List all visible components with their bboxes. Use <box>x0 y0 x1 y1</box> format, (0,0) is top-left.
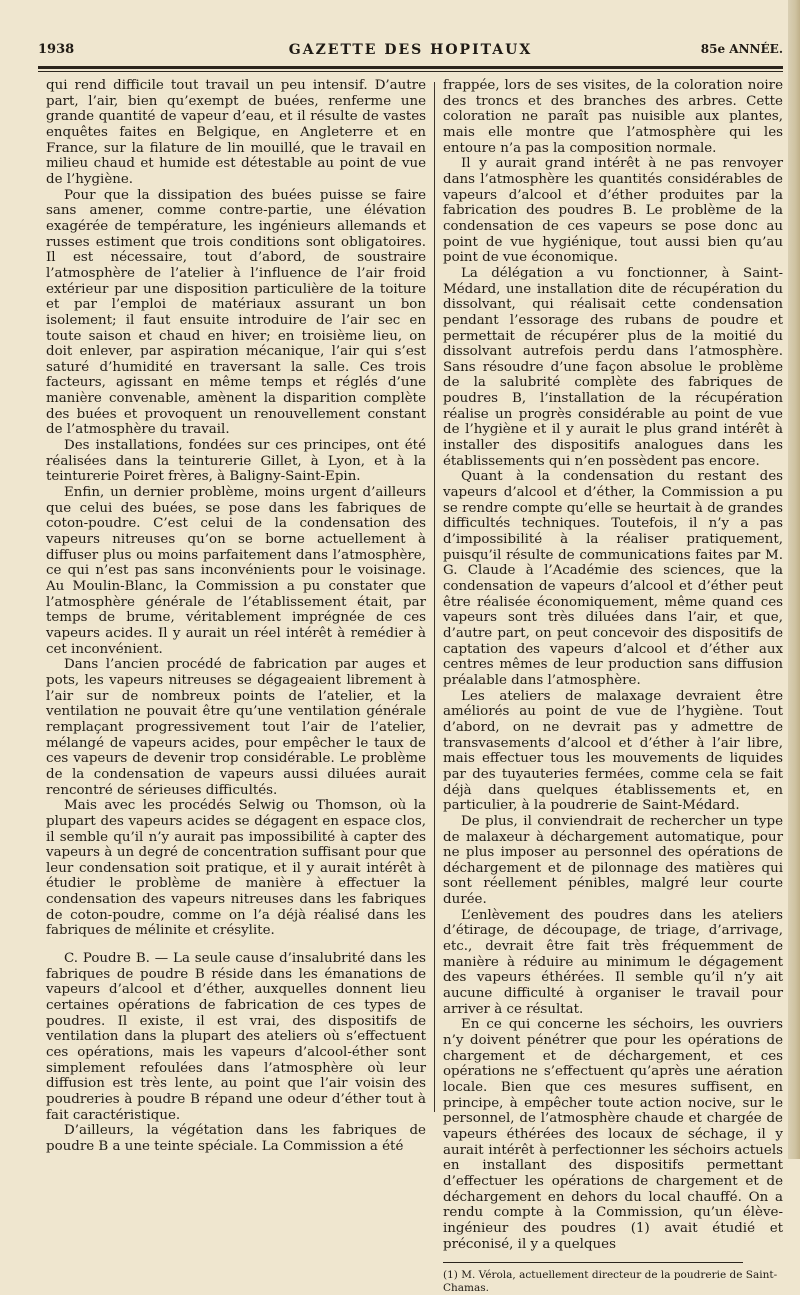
paragraph: De plus, il conviendrait de rechercher un type de malaxeur à déchargement automatique, pour ne plus imposer au personnel des opérations de déchargement et de pilonnage des matières qui sont réellement pénibles, malgré leur courte durée. <box>443 813 783 908</box>
header-rule-thin <box>38 71 783 72</box>
page-header <box>38 42 783 64</box>
page-number: 1938 <box>38 42 75 57</box>
left-column <box>46 78 426 1155</box>
journal-title: GAZETTE DES HOPITAUX <box>288 42 533 58</box>
paragraph: qui rend difficile tout travail un peu intensif. D’autre part, l’air, bien qu’exempt de buées, renferme une grande quantité de vapeur d’eau, et il résulte de vastes enquêtes faites en Belgique, en Angleterre et en France, sur la filature de lin mouillé, que le travail en milieu chaud et humide est détestable au point de vue de l’hygiène. <box>46 78 426 187</box>
page-edge <box>788 0 800 1159</box>
paragraph: Pour que la dissipation des buées puisse se faire sans amener, comme contre-partie, une élévation exagérée de température, les ingénieurs allemands et russes estiment que trois conditions sont obligatoires. Il est nécessaire, tout d’abord, de soustraire l’atmosphère de l’atelier à l’influence de l’air froid extérieur par une disposition particulière de la toiture et par l’emploi de matériaux assurant un bon isolement; il faut ensuite introduire de l’air sec en toute saison et chaud en hiver; en troisième lieu, on doit enlever, par aspiration mécanique, l’air qui s’est saturé d’humidité en traversant la salle. Ces trois facteurs, agissant en même temps et réglés d’une manière convenable, amènent la disparition complète des buées et provoquent un renouvellement constant de l’atmosphère du travail. <box>46 187 426 438</box>
paragraph: Enfin, un dernier problème, moins urgent d’ailleurs que celui des buées, se pose dans les fabriques de coton-poudre. C’est celui de la condensation des vapeurs nitreuses qu’on se borne actuellement à diffuser plus ou moins parfaitement dans l’atmosphère, ce qui n’est pas sans inconvénients pour le voisinage. Au Moulin-Blanc, la Commission a pu constater que l’atmosphère générale de l’établissement était, par temps de brume, véritablement imprégnée de ces vapeurs acides. Il y aurait un réel intérêt à remédier à cet inconvénient. <box>46 485 426 657</box>
paragraph: frappée, lors de ses visites, de la coloration noire des troncs et des branches des arbres. Cette coloration ne paraît pas nuisible aux plantes, mais elle montre que l’atmosphère qui les entoure n’a pas la composition normale. <box>443 78 783 156</box>
paragraph: Dans l’ancien procédé de fabrication par auges et pots, les vapeurs nitreuses se dégageaient librement à l’air sur de nombreux points de l’atelier, et la ventilation ne pouvait être qu’une ventilation générale remplaçant progressivement tout l’air de l’atelier, mélangé de vapeurs acides, pour empêcher le taux de ces vapeurs de devenir trop considérable. Le problème de la condensation de vapeurs aussi diluées aurait rencontré de sérieuses difficultés. <box>46 657 426 798</box>
footnote-rule <box>443 1262 743 1263</box>
paragraph: Quant à la condensation du restant des vapeurs d’alcool et d’éther, la Commission a pu se rendre compte qu’elle se heurtait à de grandes difficultés techniques. Toutefois, il n’y a pas d’impossibilité à la réaliser pratiquement, puisqu’il résulte de communications faites par M. G. Claude à l’Académie des sciences, que la condensation de vapeurs d’alcool et d’éther peut être réalisée économiquement, même quand ces vapeurs sont très diluées dans l’air, et que, d’autre part, on peut concevoir des dispositifs de captation des vapeurs d’alcool et d’éther aux centres mêmes de leur production sans diffusion préalable dans l’atmosphère. <box>443 469 783 688</box>
paragraph: En ce qui concerne les séchoirs, les ouvriers n’y doivent pénétrer que pour les opérations de chargement et de déchargement, et ces opérations ne s’effectuent qu’après une aération locale. Bien que ces mesures suffisent, en principe, à empêcher toute action nocive, sur le personnel, de l’atmosphère chaude et chargée de vapeurs éthérées des locaux de séchage, il y aurait intérêt à perfectionner les séchoirs actuels en installant des dispositifs permettant d’effectuer les opérations de chargement et de déchargement en dehors du local chauffé. On a rendu compte à la Commission, qu’un élève-ingénieur des poudres (1) avait étudié et préconisé, il y a quelques <box>443 1017 783 1252</box>
paragraph: Il y aurait grand intérêt à ne pas renvoyer dans l’atmosphère les quantités considérables de vapeurs d’alcool et d’éther produites par la fabrication des poudres B. Le problème de la condensation de ces vapeurs se pose donc au point de vue hygiénique, tout aussi bien qu’au point de vue économique. <box>443 156 783 266</box>
paragraph: Les ateliers de malaxage devraient être améliorés au point de vue de l’hygiène. Tout d’abord, on ne devrait pas y admettre de transvasements d’alcool et d’éther à l’air libre, mais effectuer tous les mouvements de liquides par des tuyauteries fermées, comme cela se fait déjà dans quelques établissements et, en particulier, à la poudrerie de Saint-Médard. <box>443 688 783 814</box>
header-rule-thick <box>38 66 783 69</box>
year-label: 85e ANNÉE. <box>700 42 783 56</box>
paragraph: La délégation a vu fonctionner, à Saint-Médard, une installation dite de récupération du dissolvant, qui réalisait cette condensation pendant l’essorage des rubans de poudre et permettait de récupérer plus de la moitié du dissolvant autrefois perdu dans l’atmosphère. Sans résoudre d’une façon absolue le problème de la salubrité complète des fabriques de poudres B, l’installation de la récupération réalise un progrès considérable au point de vue de l’hygiène et il y aurait le plus grand intérêt à installer des dispositifs analogues dans les établissements qui n’en possèdent pas encore. <box>443 265 783 469</box>
paragraph: L’enlèvement des poudres dans les ateliers d’étirage, de découpage, de triage, d’arrivage, etc., devrait être fait très fréquemment de manière à réduire au minimum le dégagement des vapeurs éthérées. Il semble qu’il n’y ait aucune difficulté à organiser le travail pour arriver à ce résultat. <box>443 907 783 1017</box>
footnote: (1) M. Vérola, actuellement directeur de la poudrerie de Saint-Chamas. <box>443 1269 778 1295</box>
right-column <box>443 78 783 1295</box>
paragraph: Des installations, fondées sur ces principes, ont été réalisées dans la teinturerie Gillet, à Lyon, et à la teinturerie Poiret frères, à Baligny-Saint-Epin. <box>46 438 426 485</box>
column-divider <box>434 82 435 1112</box>
section-paragraph: C. Poudre B. — La seule cause d’insalubrité dans les fabriques de poudre B réside dans les émanations de vapeurs d’alcool et d’éther, auxquelles donnent lieu certaines opérations de fabrication de ces types de poudres. Il existe, il est vrai, des dispositifs de ventilation dans la plupart des ateliers où s’effectuent ces opérations, mais les vapeurs d’alcool-éther sont simplement refoulées dans l’atmosphère où leur diffusion est très lente, au point que l’air voisin des poudreries à poudre B répand une odeur d’éther tout à fait caractéristique. <box>46 951 426 1123</box>
paragraph: Mais avec les procédés Selwig ou Thomson, où la plupart des vapeurs acides se dégagent en espace clos, il semble qu’il n’y aurait pas impossibilité à capter des vapeurs à un degré de concentration suffisant pour que leur condensation soit pratique, et il y aurait intérêt à étudier le problème de manière à effectuer la condensation des vapeurs nitreuses dans les fabriques de coton-poudre, comme on l’a déjà réalisé dans les fabriques de mélinite et crésylite. <box>46 798 426 939</box>
paragraph: D’ailleurs, la végétation dans les fabriques de poudre B a une teinte spéciale. La Commission a été <box>46 1123 426 1154</box>
